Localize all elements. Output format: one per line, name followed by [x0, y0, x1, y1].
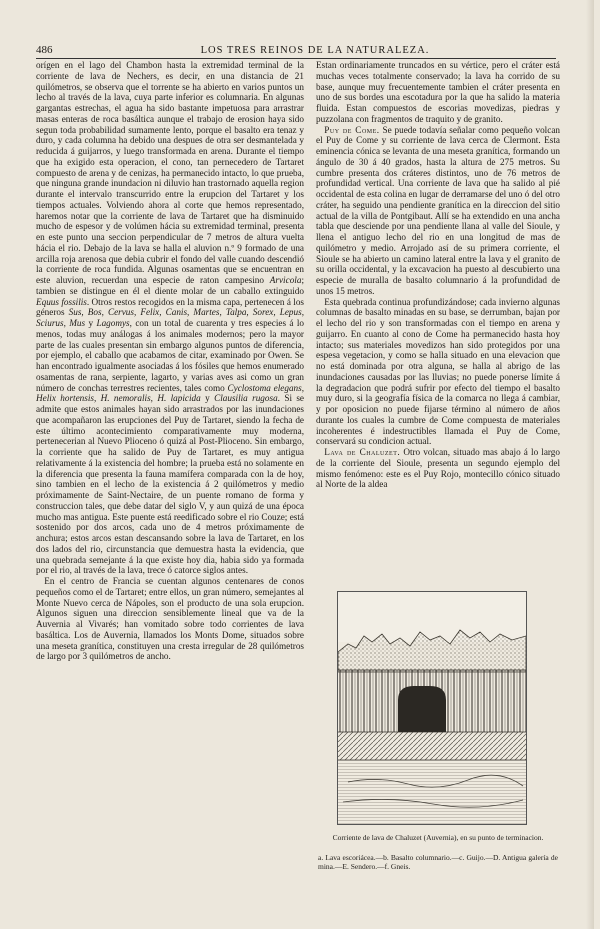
left-column	[36, 60, 304, 905]
header-rule	[36, 58, 556, 59]
paragraph: orígen en el lago del Chambon hasta la extremidad terminal de la corriente de lava de Nechers, es decir, en una distancia de 21 quilómetros, se observa que el torrente se ha abierto en varios puntos un lecho al través de la lava, cuya parte inferior es columnaria. En algunas gargantas estrechas, el agua ha sido bastante impetuosa para arrastrar masas enteras de roca basáltica aunque el trabajo de erosion haya sido segun toda probabilidad sumamente lento, porque el basalto era tenaz y duro, y cada columna ha debido una despues de otra ser desmantelada y reducida á guijarros, y luego transformada en arena. Durante el tiempo que ha exigido esta operacion, el cono, tan pernecedero de Tartaret compuesto de arena y de cenizas, ha permanecido intacto, lo que prueba, que ninguna grande inundacion ni diluvio han trastornado aquella region durante el intervalo transcurrido entre la erupcion del Tartaret y los tiempos actuales. Volviendo ahora al corte que hemos representado, haremos notar que la corriente de lava de Tartaret que ha disminuido mucho de espesor y de volúmen hácia su extremidad terminal, presenta en este punto una seccion perpendicular de 7 metros de altura vuelta hácia el rio. Debajo de la lava se halla el aluvion n.º 9 formado de una arcilla roja arenosa que debia cubrir el fondo del valle cuando descendió la corriente de roca fundida. Algunas osamentas que se encuentran en este aluvion, recuerdan una especie de raton campesino Arvicola; tambien se distingue en él el diente molar de un caballo extinguido Equus fossilis. Otros restos recogidos en la misma capa, pertenecen á los géneros Sus, Bos, Cervus, Felix, Canis, Martes, Talpa, Sorex, Lepus, Sciurus, Mus y Lagomys, con un total de cuarenta y tres especies á lo menos, todas muy análogas á los animales modernos; pero la mayor parte de las cuales presentan sin embargo algunos puntos de diferencia, por ejemplo, el caballo que acabamos de citar, examinado por Owen. Se han encontrado igualmente asociadas á los fósiles que hemos enumerado osamentas de rana, serpiente, lagarto, y varias aves asi como un gran número de conchas terrestres recientes, tales como Cyclostoma elegans, Helix hortensis, H. nemoralis, H. lapicida y Clausilia rugosa. Si se admite que estos animales hayan sido arrastrados por las inundaciones que acompañaron las erupciones del Puy de Tartaret, siendo la fecha de este último acontecimiento comparativamente muy moderna, pertenecerian al Nuevo Plioceno ó quizá al Post-Plioceno. Sin embargo, la corriente que ha salido de Puy de Tartaret, es muy antigua relativamente á la existencia del hombre; la prueba está no solamente en la diferencia que presenta la fauna mamífera comparada con la de hoy, sino tambien en el lecho de la existencia á 2 quilómetros y medio próximamente de Saint-Nectaire, de un puente romano de forma y construccion tales, que debe datar del siglo V, y aun quizá de una época mucho mas antigua. Este puente está reedificado sobre el rio Couze; está sostenido por dos arcos, cada uno de 4 metros próximamente de anchura; estos arcos estan descansando sobre la lava de Tartaret, en los dos lados del rio, circunstancia que demuestra hasta la evidencia, que una quebrada semejante á la que existe hoy dia, habia sido ya formada por el rio, al través de la lava, trece ó catorce siglos antes.	[36, 60, 304, 576]
figure-legend: a. Lava escoriácea.—b. Basalto columnario.—c. Guijo.—D. Antigua galería de mina.—E. Sendero.—f. Gneis.	[318, 853, 558, 871]
right-column	[316, 60, 560, 583]
paragraph: En el centro de Francia se cuentan algunos centenares de conos pequeños como el de Tartaret; entre ellos, un gran número, semejantes al Monte Nuevo cerca de Nápoles, son el producto de una sola erupcion. Algunos siguen una direccion sensiblemente lineal que va de la Auvernia al Vivarés; han vomitado sobre todo corrientes de lava basáltica. Los de Auvernia, llamados los Monts Dome, situados sobre una meseta granítica, constituyen una cresta irregular de 28 quilómetros de largo por 3 quilómetros de ancho.	[36, 576, 304, 662]
page-number: 486	[36, 44, 53, 56]
paragraph: Estan ordinariamente truncados en su vértice, pero el cráter está muchas veces totalmente conservado; la lava ha corrido de su base, aunque muy frecuentemente tambien el cráter presenta en uno de sus bordes una escotadura por la que ha salido la materia fluida. Estan compuestos de escorias movedizas, piedras y puzzolana con fragmentos de traquito y de granito.	[316, 60, 560, 124]
engraving-illustration	[337, 591, 527, 825]
figure-caption: Corriente de lava de Chaluzet (Auvernia), en su punto de terminacion.	[332, 833, 544, 842]
paragraph: Lava de Chaluzet. Otro volcan, situado mas abajo á lo largo de la corriente del Sioule, presenta un segundo ejemplo del mismo fenómeno: este es el Puy Rojo, montecillo cónico situado al Norte de la aldea	[316, 447, 560, 490]
paragraph: Puy de Come. Se puede todavía señalar como pequeño volcan el Puy de Come y su corriente de lava cerca de Clermont. Esta eminencia cónica se levanta de una meseta granítica, formando un ángulo de 30 á 40 grados, hasta la altura de 275 metros. Su cumbre presenta dos cráteres distintos, uno de 76 metros de profundidad vertical. Una corriente de lava que ha salido al pié occidental de esta colina en lugar de derramarse del uno ó del otro cráter, ha seguido una pendiente granítica en la direccion del sitio actual de la villa de Pontgibaut. Allí se ha extendido en una ancha tabla que desciende por una pendiente llana al valle del Sioule, y llena el antiguo lecho del rio en una longitud de mas de quilómetro y medio. Arrojado así de su primera corriente, el Sioule se ha abierto un camino lateral entre la lava y el granito de su orilla occidental, y la excavacion ha puesto al descubierto una especie de muralla de basalto columnario á la profundidad de unos 15 metros.	[316, 124, 560, 296]
page-edge-shadow	[586, 0, 594, 929]
section-heading: Puy de Come.	[324, 124, 380, 135]
paragraph: Esta quebrada continua profundizándose; cada invierno algunas columnas de basalto minadas en su base, se derrumban, bajan por el lecho del rio y son transformadas con el tiempo en arena y guijarro. En cuanto al cono de Come ha permanecido hasta hoy intacto; sus materiales movedizos han sido protegidos por una espesa vegetacion, y como se halla situado en una elevacion que no está dominada por otra alguna, se halla al abrigo de las inundaciones causadas por las lluvias; no puede ponerse límite á la degradacion que podrá sufrir por efecto del tiempo el basalto muy duro, si la geografía física de la comarca no llega á cambiar, y por oposicion no puede fijarse término al número de años durante los cuales la cumbre de Come compuesta de materiales incoherentes é indestructibles llamada el Puy de Come, conservará su condicion actual.	[316, 296, 560, 447]
lava-flow-engraving	[338, 592, 526, 824]
section-heading: Lava de Chaluzet.	[324, 447, 401, 457]
running-title: LOS TRES REINOS DE LA NATURALEZA.	[200, 45, 430, 56]
